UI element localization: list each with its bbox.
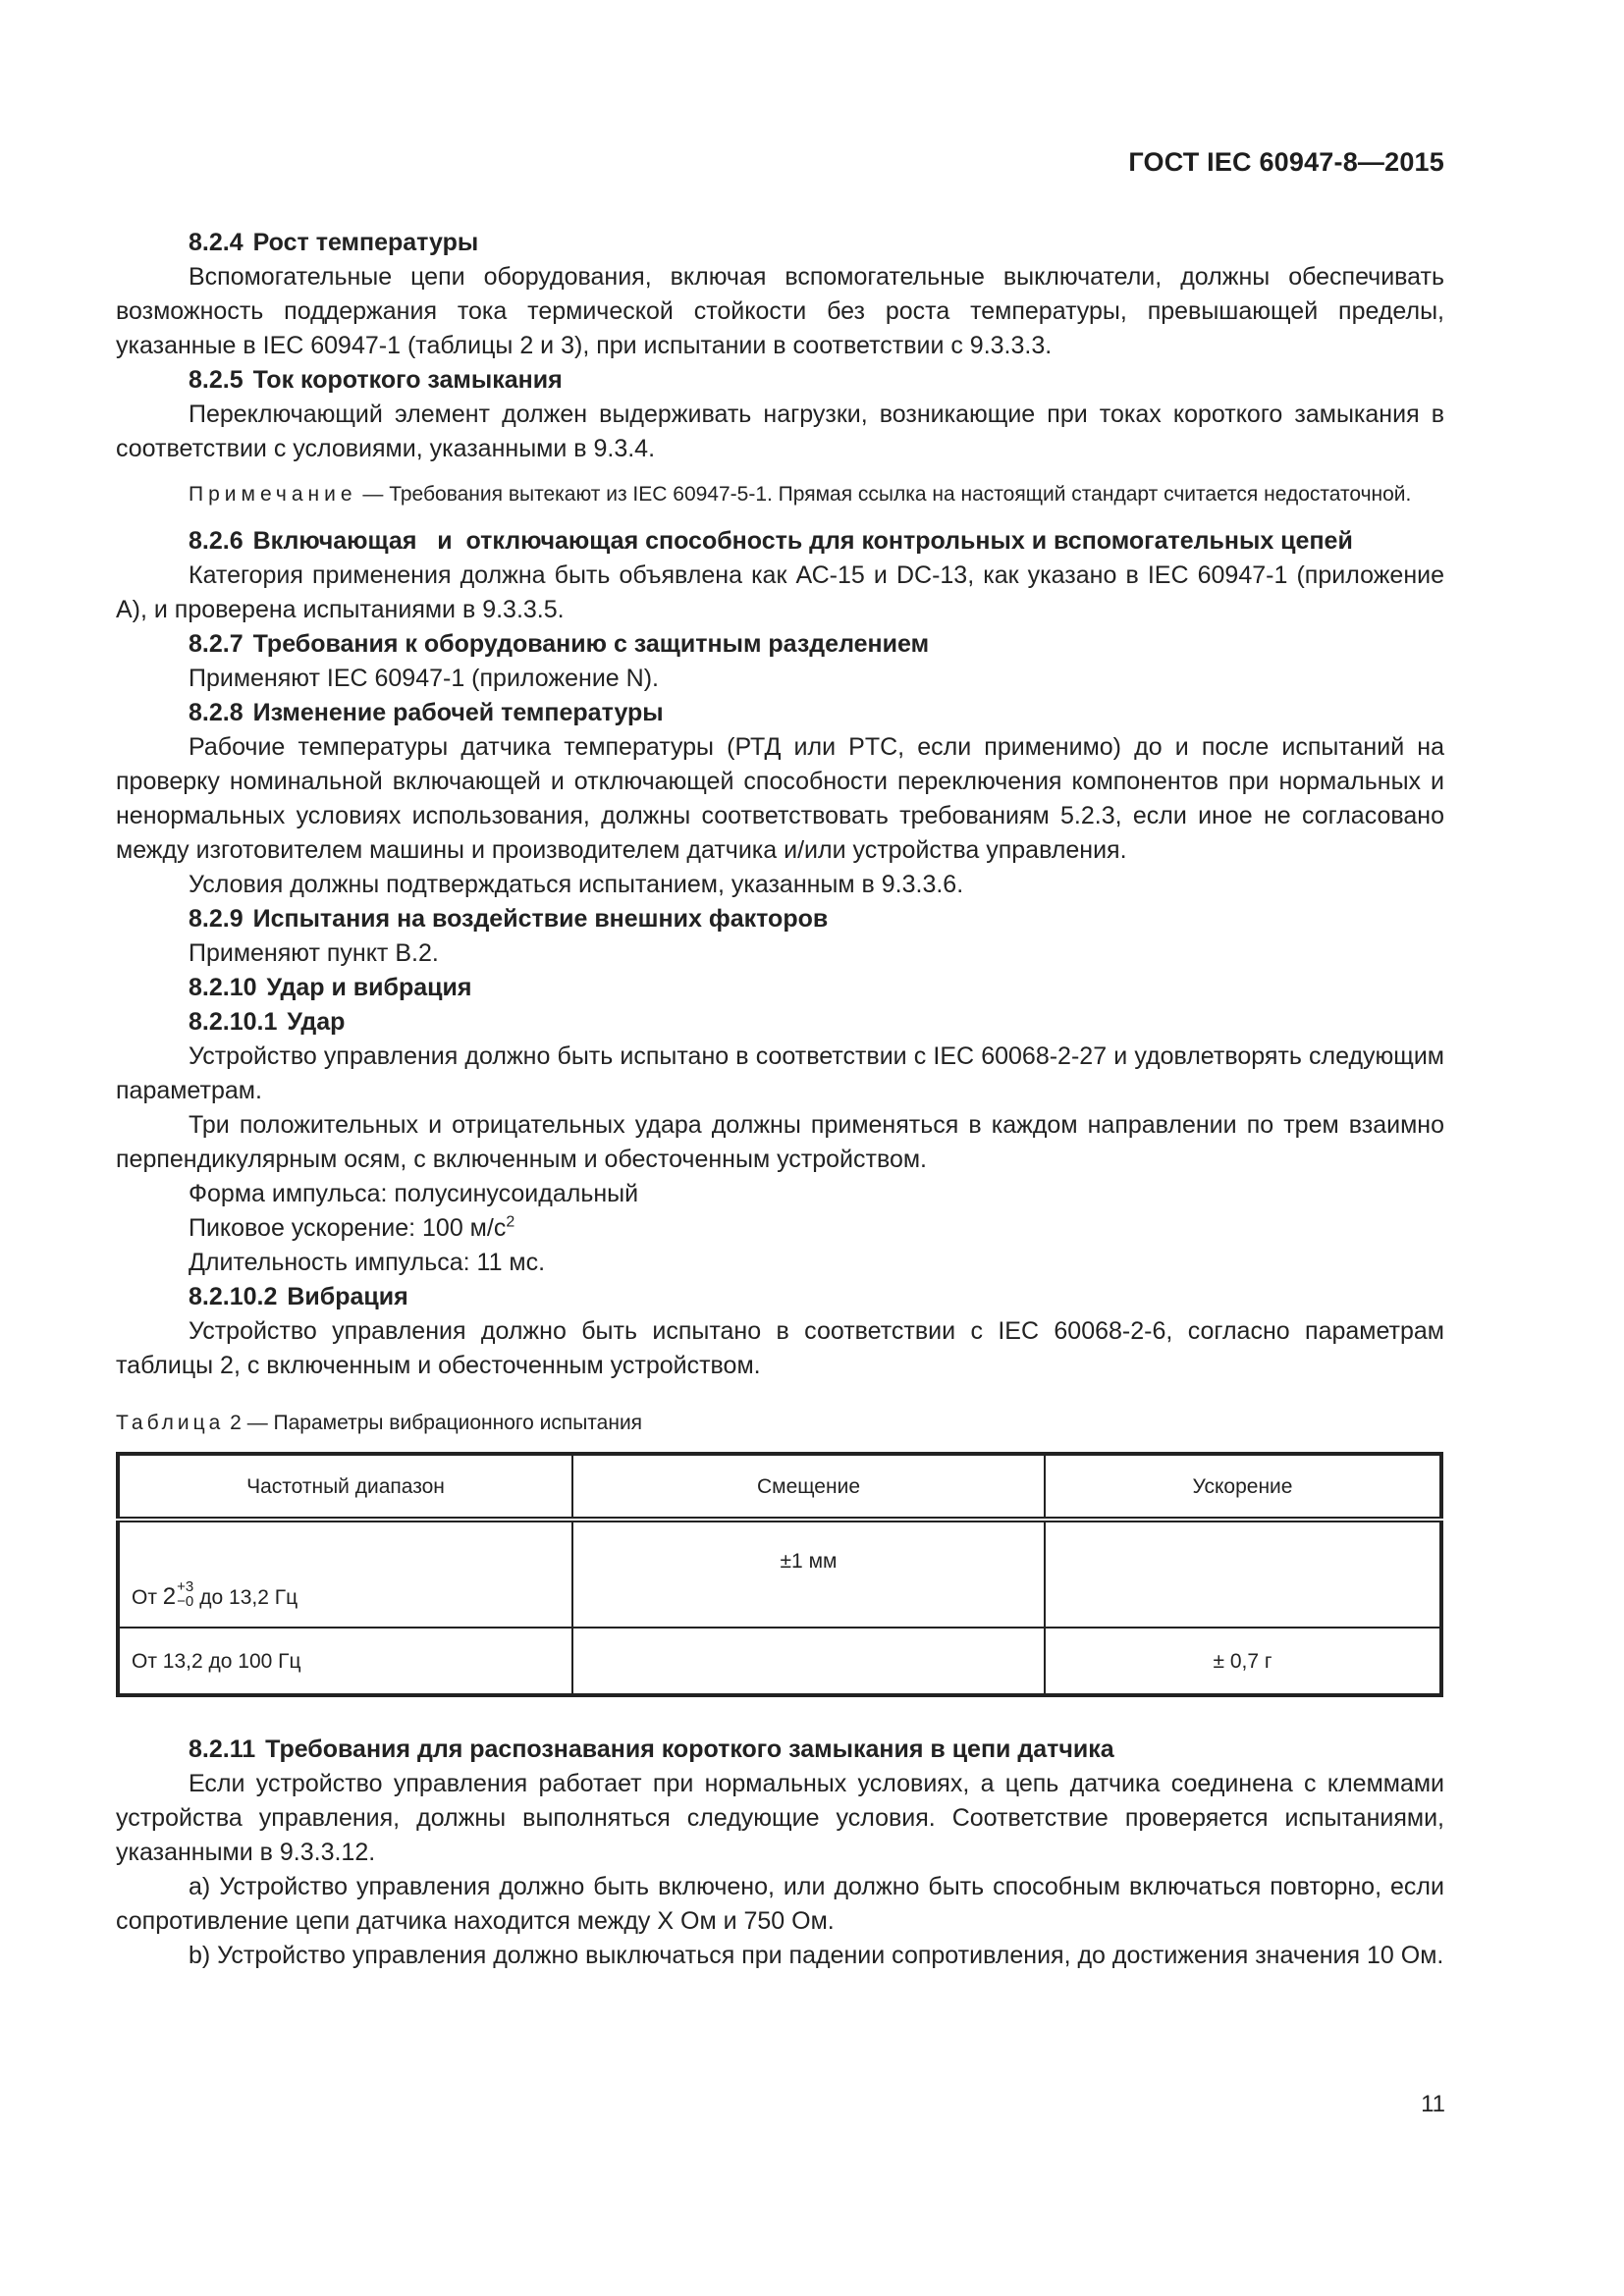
paragraph: Три положительных и отрицательных удара должны применяться в каждом направлении по трем взаимно перпендикулярным осям, с включенным и обесточенным устройством.	[116, 1111, 1444, 1173]
section-heading-8-2-10-1	[116, 1005, 1444, 1040]
table-header-row	[118, 1454, 1441, 1520]
paragraph: Применяют пункт В.2.	[189, 939, 439, 967]
section-heading-8-2-9	[116, 902, 1444, 936]
section-heading-8-2-10-2	[116, 1280, 1444, 1314]
table-caption-text: 2 — Параметры вибрационного испытания	[224, 1412, 643, 1434]
document-body	[116, 226, 1444, 1973]
cell-acceleration	[1045, 1520, 1441, 1628]
paragraph: Если устройство управления работает при нормальных условиях, а цепь датчика соединена с клеммами устройства управления, должны выполняться следующие условия. Соответствие проверяется испытаниями, указанными в 9.3.3.12.	[116, 1770, 1444, 1866]
section-title: Требования к оборудованию с защитным разделением	[252, 630, 930, 658]
document-id-header: ГОСТ IEC 60947-8—2015	[1128, 147, 1444, 177]
section-heading-8-2-8	[116, 696, 1444, 730]
section-number: 8.2.6	[189, 527, 244, 555]
range-suffix: до 13,2 Гц	[199, 1586, 298, 1609]
range-prefix: От	[132, 1586, 163, 1609]
paragraph: Применяют IEC 60947-1 (приложение N).	[189, 665, 659, 692]
section-title: Требования для распознавания короткого замыкания в цепи датчика	[265, 1735, 1114, 1763]
section-heading-8-2-10	[116, 971, 1444, 1005]
column-header-frequency-range: Частотный диапазон	[118, 1454, 572, 1520]
tolerance	[177, 1579, 193, 1609]
page-number: 11	[1421, 2091, 1445, 2117]
section-title: Изменение рабочей температуры	[252, 699, 664, 726]
note-label: Примечание	[189, 483, 357, 506]
exponent: 2	[506, 1213, 515, 1231]
note	[116, 478, 1444, 510]
paragraph: Рабочие температуры датчика температуры (РТД или PTC, если применимо) до и после испытаний на проверку номинальной включающей и отключающей способности переключения компонентов при нормальных и ненормальных условиях использования, должны соответствовать требованиям 5.2.3, если иное не согласовано между изготовителем машины и производителем датчика и/или устройства управления.	[116, 733, 1444, 864]
section-heading-8-2-6	[116, 524, 1444, 559]
section-heading-8-2-4	[116, 226, 1444, 260]
table-row	[118, 1628, 1441, 1695]
pulse-duration: Длительность импульса: 11 мс.	[189, 1249, 546, 1276]
section-number: 8.2.10.2	[189, 1283, 278, 1310]
peak-acceleration	[116, 1211, 1444, 1246]
section-number: 8.2.11	[189, 1735, 256, 1763]
tolerance-minus: −0	[177, 1593, 194, 1611]
list-item-a: а) Устройство управления должно быть включено, или должно быть способным включаться повторно, если сопротивление цепи датчика находится между X Ом и 750 Ом.	[116, 1873, 1444, 1935]
paragraph: Условия должны подтверждаться испытанием, указанным в 9.3.3.6.	[189, 871, 964, 898]
section-heading-8-2-11	[116, 1733, 1444, 1767]
list-item-b: b) Устройство управления должно выключаться при падении сопротивления, до достижения значения 10 Ом.	[189, 1942, 1444, 1969]
pulse-shape: Форма импульса: полусинусоидальный	[189, 1180, 639, 1207]
section-title: Вибрация	[287, 1283, 408, 1310]
section-number: 8.2.9	[189, 905, 244, 933]
section-title: Удар и вибрация	[266, 974, 472, 1001]
cell-displacement: ±1 мм	[572, 1520, 1045, 1628]
section-number: 8.2.5	[189, 366, 244, 394]
section-title: Ток короткого замыкания	[252, 366, 563, 394]
section-number: 8.2.8	[189, 699, 244, 726]
paragraph: Вспомогательные цепи оборудования, включая вспомогательные выключатели, должны обеспечивать возможность поддержания тока термической стойкости без роста температуры, превышающей пределы, указанные в IEC 60947-1 (таблицы 2 и 3), при испытании в соответствии с 9.3.3.3.	[116, 263, 1444, 359]
section-number: 8.2.10.1	[189, 1008, 278, 1036]
section-number: 8.2.4	[189, 229, 244, 256]
range-base: 2	[162, 1583, 177, 1610]
section-title: Удар	[287, 1008, 346, 1036]
table-caption-label: Таблица	[116, 1412, 225, 1434]
section-heading-8-2-7	[116, 627, 1444, 662]
note-text: — Требования вытекают из IEC 60947-5-1. Прямая ссылка на настоящий стандарт считается недостаточной.	[356, 483, 1412, 506]
paragraph: Устройство управления должно быть испытано в соответствии с IEC 60068-2-6, согласно параметрам таблицы 2, с включенным и обесточенным устройством.	[116, 1317, 1444, 1379]
section-title: Рост температуры	[252, 229, 479, 256]
section-number: 8.2.7	[189, 630, 244, 658]
table-caption	[116, 1409, 1444, 1438]
cell-frequency-range: От 13,2 до 100 Гц	[118, 1628, 572, 1695]
section-heading-8-2-5	[116, 363, 1444, 398]
section-title: Испытания на воздействие внешних факторов	[252, 905, 829, 933]
cell-acceleration: ± 0,7 г	[1045, 1628, 1441, 1695]
column-header-displacement: Смещение	[572, 1454, 1045, 1520]
section-title: Включающая и отключающая способность для контрольных и вспомогательных цепей	[252, 527, 1353, 555]
table-row	[118, 1520, 1441, 1628]
paragraph: Категория применения должна быть объявлена как АС-15 и DC-13, как указано в IEC 60947-1 (приложение А), и проверена испытаниями в 9.3.3.5.	[116, 561, 1444, 623]
cell-displacement	[572, 1628, 1045, 1695]
section-number: 8.2.10	[189, 974, 257, 1001]
cell-frequency-range	[118, 1520, 572, 1628]
tolerance-plus: +3	[177, 1578, 194, 1596]
peak-acceleration-text: Пиковое ускорение: 100 м/с	[189, 1214, 507, 1242]
paragraph: Переключающий элемент должен выдерживать нагрузки, возникающие при токах короткого замыкания в соответствии с условиями, указанными в 9.3.4.	[116, 400, 1444, 462]
paragraph: Устройство управления должно быть испытано в соответствии с IEC 60068-2-27 и удовлетворять следующим параметрам.	[116, 1042, 1444, 1104]
column-header-acceleration: Ускорение	[1045, 1454, 1441, 1520]
vibration-test-table	[116, 1452, 1443, 1697]
